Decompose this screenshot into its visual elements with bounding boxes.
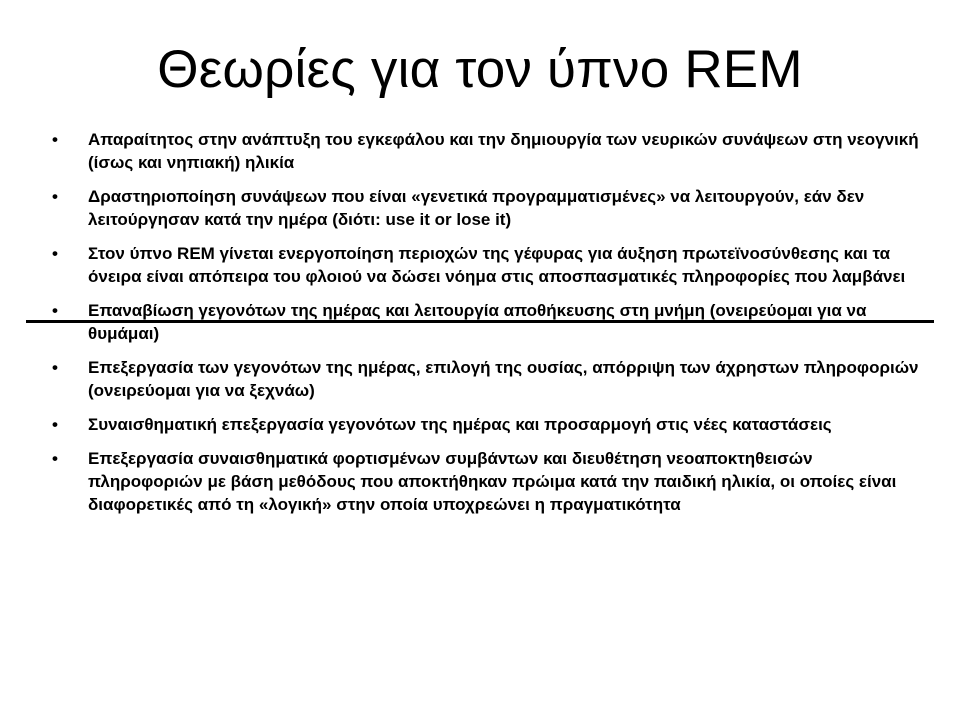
bullet-text: Επεξεργασία συναισθηματικά φορτισμένων συμβάντων και διευθέτηση νεοαποκτηθεισών πληροφοριών με βάση μεθόδους που αποκτήθηκαν πρώιμα κατά την παιδική ηλικία, οι οποίες είναι διαφορετικές από τη «λογική» στην οποία υποχρεώνει η πραγματικότητα	[88, 449, 897, 514]
bullet-item-6	[52, 413, 932, 436]
bullet-marker: •	[52, 187, 58, 206]
bullet-item-5	[52, 356, 932, 402]
bullet-marker: •	[52, 449, 58, 468]
bullet-text: Συναισθηματική επεξεργασία γεγονότων της ημέρας και προσαρμογή στις νέες καταστάσεις	[88, 415, 832, 434]
bullet-marker: •	[52, 301, 58, 320]
bullet-item-7	[52, 447, 932, 516]
bullet-text: Επαναβίωση γεγονότων της ημέρας και λειτουργία αποθήκευσης στη μνήμη (ονειρεύομαι για να θυμάμαι)	[88, 301, 867, 343]
bullet-item-2	[52, 185, 932, 231]
bullet-item-1	[52, 128, 932, 174]
bullet-text: Επεξεργασία των γεγονότων της ημέρας, επιλογή της ουσίας, απόρριψη των άχρηστων πληροφοριών (ονειρεύομαι για να ξεχνάω)	[88, 358, 919, 400]
section-divider	[26, 320, 934, 323]
bullet-list	[52, 128, 932, 527]
slide-title: Θεωρίες για τον ύπνο REM	[157, 40, 803, 99]
bullet-marker: •	[52, 415, 58, 434]
bullet-text: Δραστηριοποίηση συνάψεων που είναι «γενετικά προγραμματισμένες» να λειτουργούν, εάν δεν λειτούργησαν κατά την ημέρα (διότι: use it or lose it)	[88, 187, 865, 229]
bullet-item-3	[52, 242, 932, 288]
bullet-marker: •	[52, 130, 58, 149]
bullet-text: Στον ύπνο REM γίνεται ενεργοποίηση περιοχών της γέφυρας για άυξηση πρωτεϊνοσύνθεσης και τα όνειρα είναι απόπειρα του φλοιού να δώσει νόημα στις αποσπασματικές πληροφορίες που λαμβάνει	[88, 244, 906, 286]
bullet-marker: •	[52, 358, 58, 377]
bullet-text: Απαραίτητος στην ανάπτυξη του εγκεφάλου και την δημιουργία των νευρικών συνάψεων στη νεογνική (ίσως και νηπιακή) ηλικία	[88, 130, 919, 172]
bullet-marker: •	[52, 244, 58, 263]
